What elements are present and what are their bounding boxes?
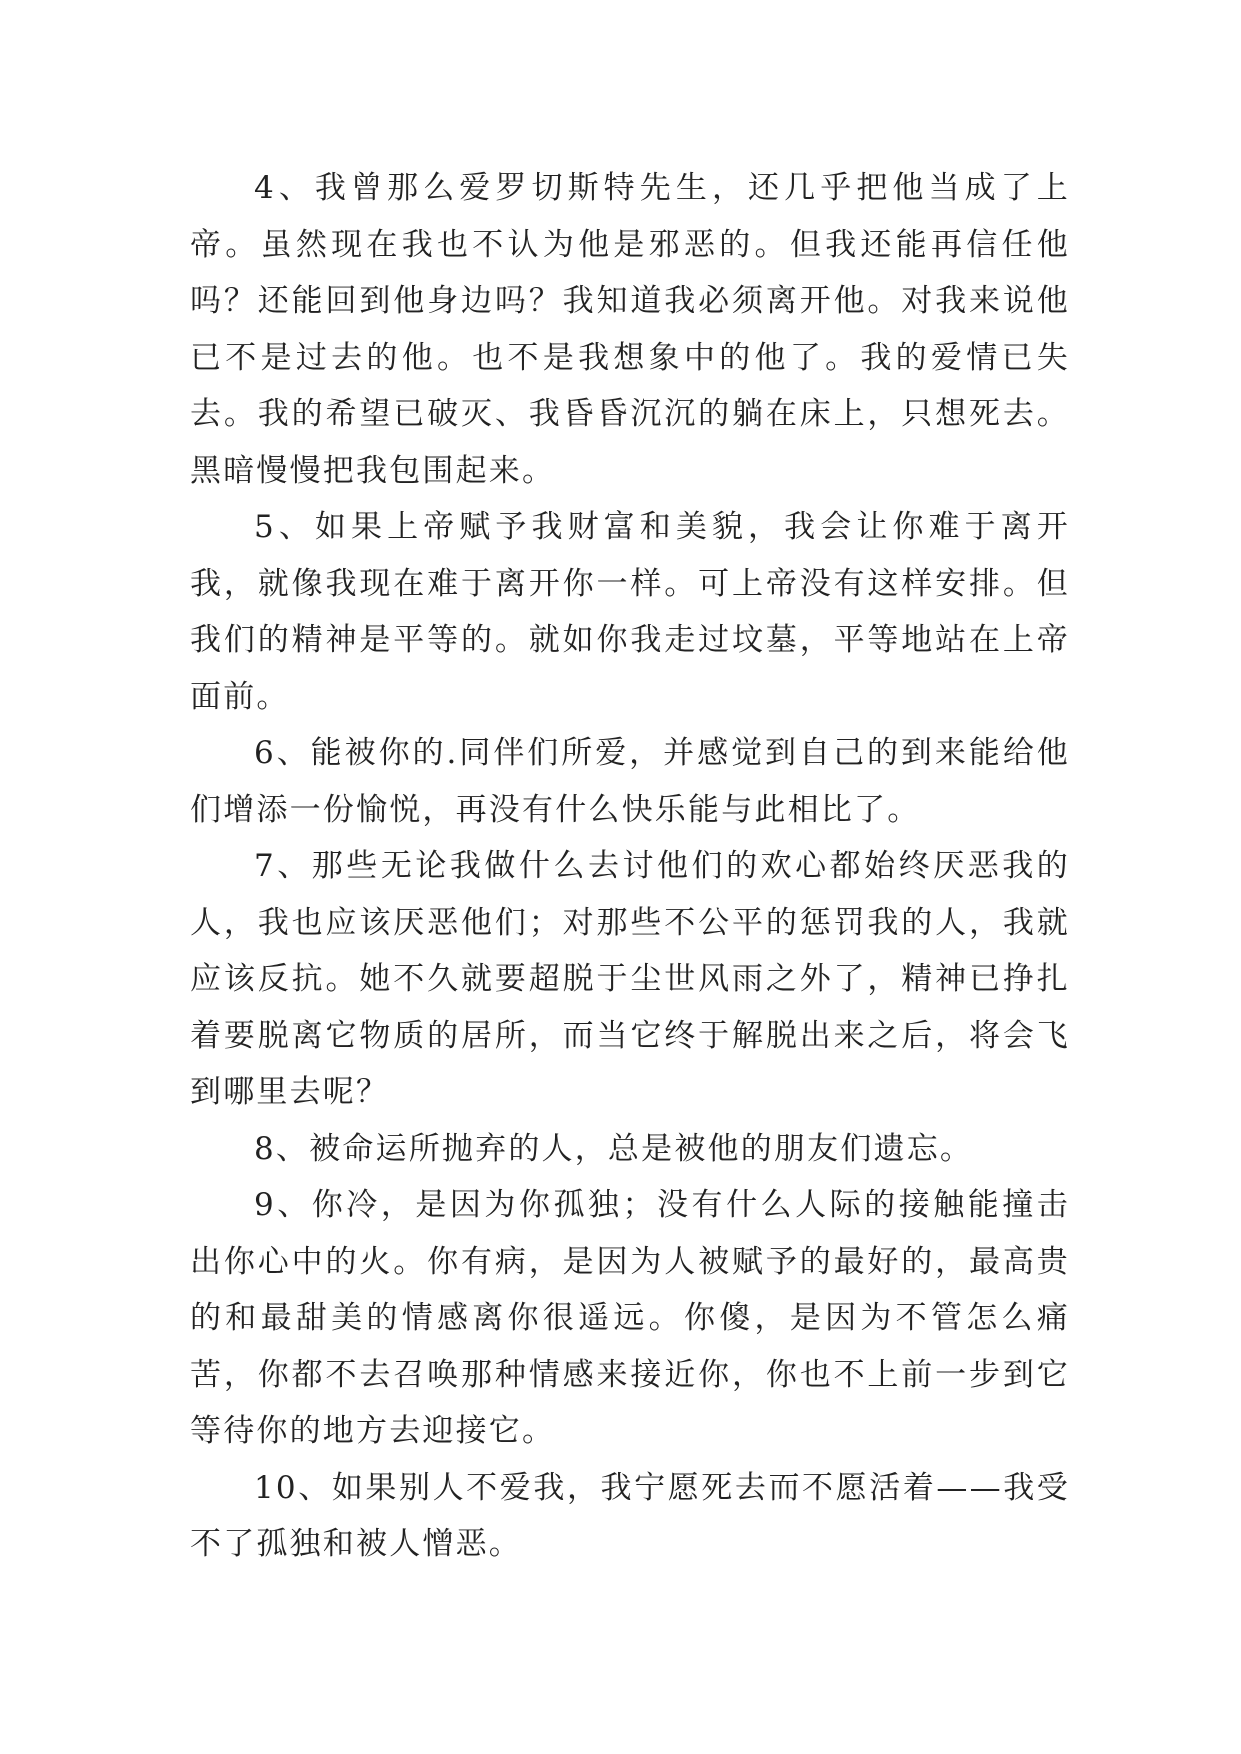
paragraph-quote-9: 9、你冷，是因为你孤独；没有什么人际的接触能撞击出你心中的火。你有病，是因为人被赋予的最好的，最高贵的和最甜美的情感离你很遥远。你傻，是因为不管怎么痛苦，你都不去召唤那种情感来接近你，你也不上前一步到它等待你的地方去迎接它。 — [190, 1187, 1070, 1449]
paragraph-quote-8: 8、被命运所抛弃的人，总是被他的朋友们遗忘。 — [254, 1130, 974, 1167]
paragraph-quote-7: 7、那些无论我做什么去讨他们的欢心都始终厌恶我的人，我也应该厌恶他们；对那些不公平的惩罚我的人，我就应该反抗。她不久就要超脱于尘世风雨之外了，精神已挣扎着要脱离它物质的居所，而当它终于解脱出来之后，将会飞到哪里去呢？ — [190, 848, 1070, 1110]
paragraph-quote-6: 6、能被你的.同伴们所爱，并感觉到自己的到来能给他们增添一份愉悦，再没有什么快乐能与此相比了。 — [190, 735, 1070, 828]
paragraph-quote-4: 4、我曾那么爱罗切斯特先生，还几乎把他当成了上帝。虽然现在我也不认为他是邪恶的。但我还能再信任他吗？还能回到他身边吗？我知道我必须离开他。对我来说他已不是过去的他。也不是我想象中的他了。我的爱情已失去。我的希望已破灭、我昏昏沉沉的躺在床上，只想死去。黑暗慢慢把我包围起来。 — [190, 170, 1070, 489]
paragraph-quote-10: 10、如果别人不爱我，我宁愿死去而不愿活着——我受不了孤独和被人憎恶。 — [190, 1469, 1070, 1562]
paragraph-quote-5: 5、如果上帝赋予我财富和美貌，我会让你难于离开我，就像我现在难于离开你一样。可上帝没有这样安排。但我们的精神是平等的。就如你我走过坟墓，平等地站在上帝面前。 — [190, 509, 1070, 715]
document-page — [190, 160, 1070, 1573]
